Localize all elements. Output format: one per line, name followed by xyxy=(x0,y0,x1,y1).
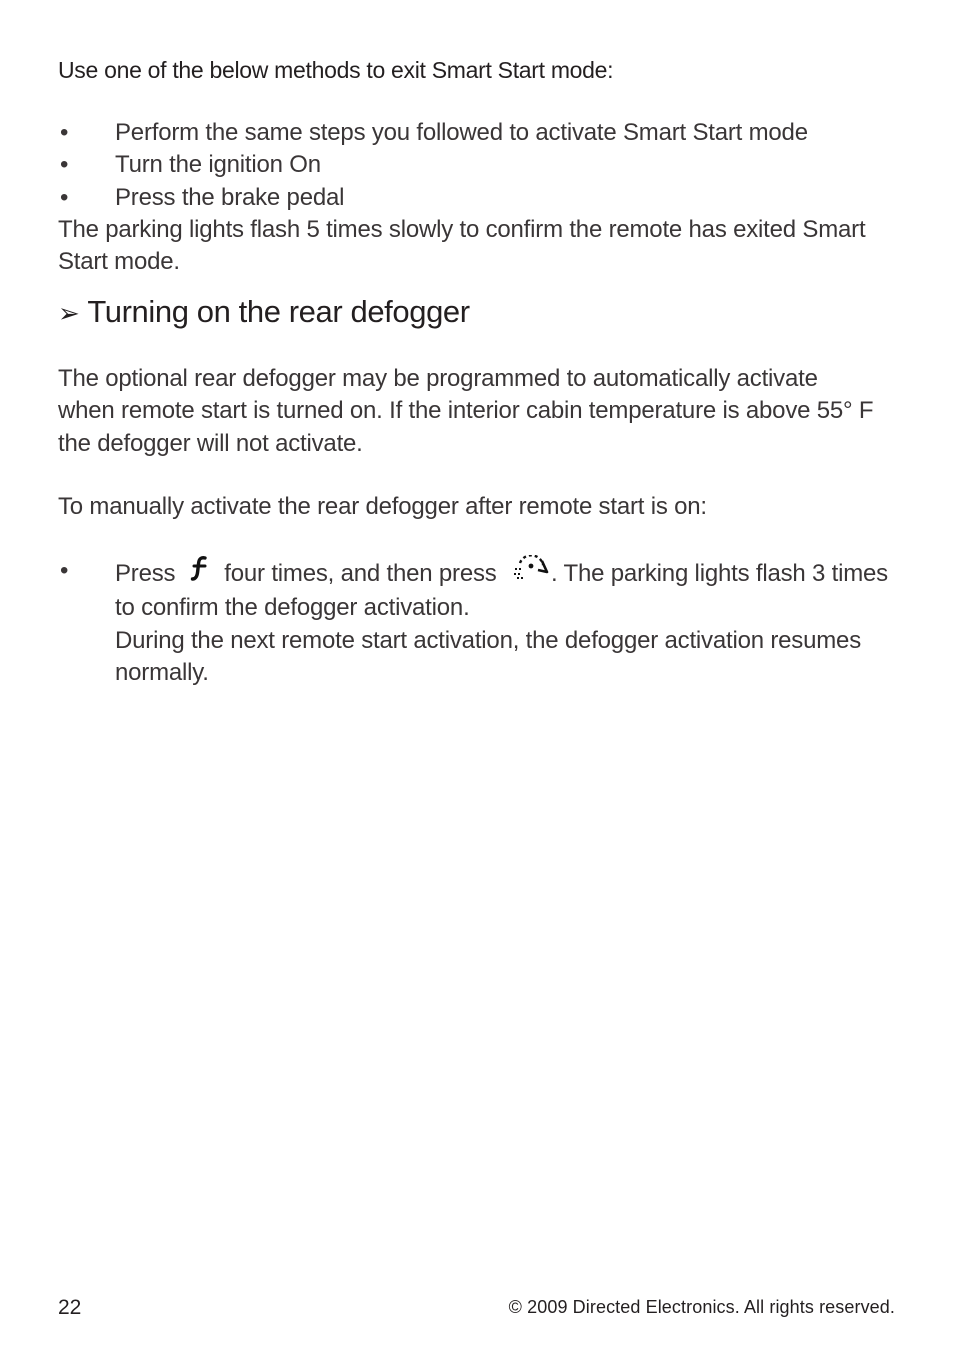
bullet-glyph: • xyxy=(60,151,69,179)
section-heading-text: Turning on the rear defogger xyxy=(87,294,470,329)
step-text: normally. xyxy=(115,658,209,686)
list-item xyxy=(58,182,898,214)
step-text: . The parking lights flash 3 times xyxy=(551,560,888,587)
step-text: During the next remote start activation, the defogger activation resumes xyxy=(115,626,861,654)
section-heading xyxy=(58,292,898,333)
list-item-text: Turn the ignition On xyxy=(115,151,321,179)
bullet-glyph: • xyxy=(60,183,69,211)
exit-note-line: The parking lights flash 5 times slowly to confirm the remote has exited Smart xyxy=(58,215,866,243)
exit-intro: Use one of the below methods to exit Smart Start mode: xyxy=(58,57,614,83)
exit-methods-list xyxy=(58,117,898,278)
step-text: Press xyxy=(115,560,176,587)
function-button-icon xyxy=(190,555,212,592)
arrow-icon: ➢ xyxy=(58,298,80,328)
list-item-text: Perform the same steps you followed to activate Smart Start mode xyxy=(115,119,808,146)
manual-activation-intro: To manually activate the rear defogger after remote start is on: xyxy=(58,493,707,520)
paragraph-line: The optional rear defogger may be programmed to automatically activate xyxy=(58,365,818,392)
bullet-glyph: • xyxy=(60,119,69,146)
remote-start-button-icon xyxy=(511,555,551,592)
list-item xyxy=(58,555,898,689)
bullet-glyph: • xyxy=(60,557,69,584)
list-item-text: Press the brake pedal xyxy=(115,183,345,211)
manual-activation-steps xyxy=(58,555,898,689)
step-text: four times, and then press xyxy=(224,560,497,587)
paragraph-line: the defogger will not activate. xyxy=(58,429,363,457)
paragraph-line: when remote start is turned on. If the interior cabin temperature is above 55° F xyxy=(58,397,874,425)
step-text: to confirm the defogger activation. xyxy=(115,594,470,622)
page-number: 22 xyxy=(58,1296,82,1319)
copyright-notice: © 2009 Directed Electronics. All rights reserved. xyxy=(508,1297,895,1317)
list-item xyxy=(58,149,898,181)
exit-note-line: Start mode. xyxy=(58,248,180,276)
defogger-description xyxy=(58,363,898,460)
list-item xyxy=(58,117,898,149)
